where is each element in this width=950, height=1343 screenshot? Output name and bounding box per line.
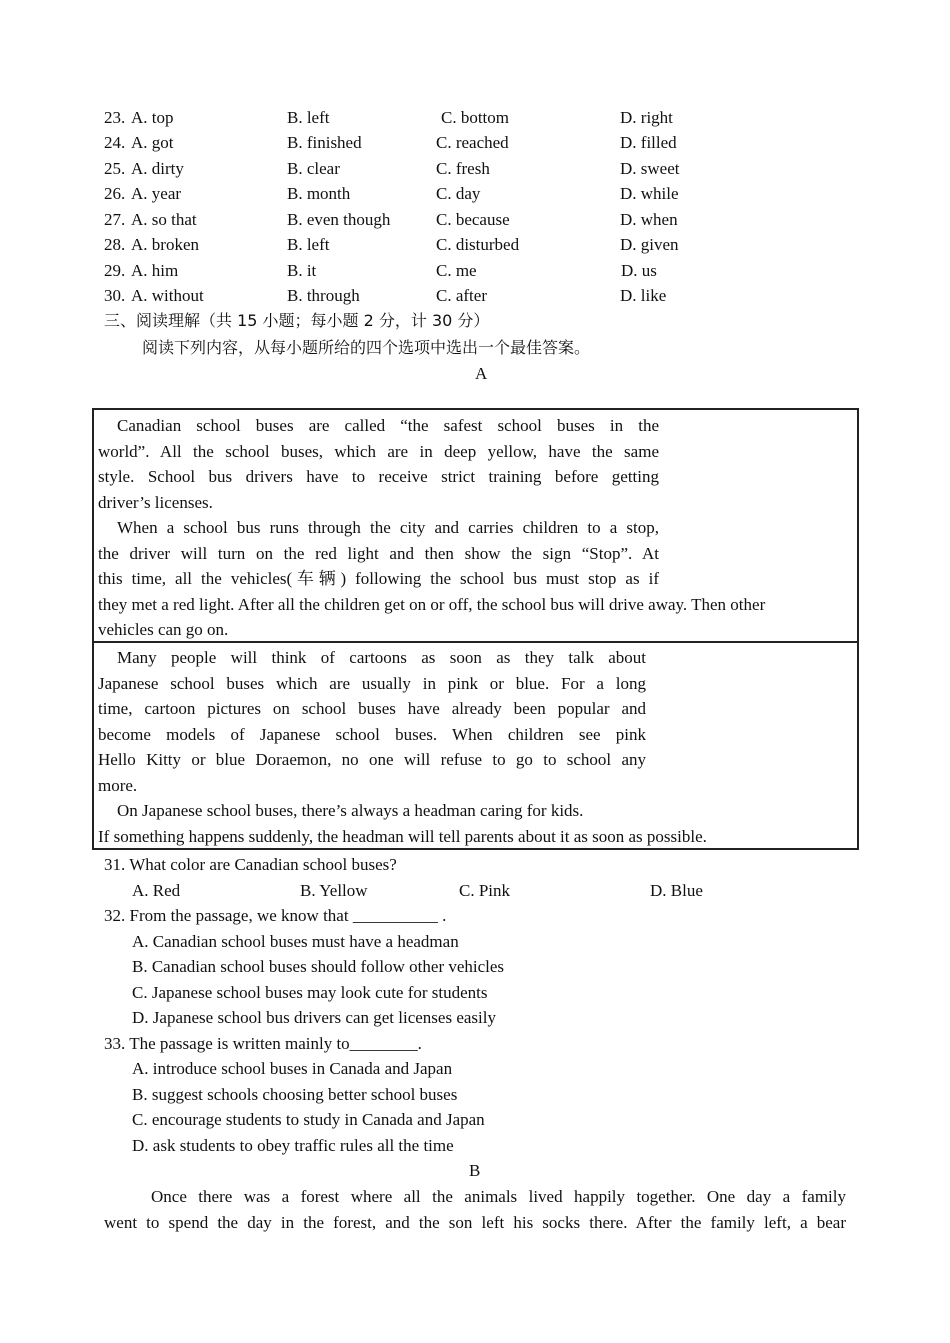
option-c: C. encourage students to study in Canada and Japan xyxy=(132,1110,485,1129)
passage-line: vehicles can go on. xyxy=(98,620,229,639)
passage-line: driver’s licenses. xyxy=(98,492,213,512)
passage-line: If something happens suddenly, the headman will tell parents about it as soon as possible. xyxy=(98,826,707,846)
option-c: C. Japanese school buses may look cute for students xyxy=(132,983,488,1002)
passage-line: this time, all the vehicles(车辆) following the school bus must stop as if xyxy=(98,569,659,588)
passage-line: went to spend the day in the forest, and the son left his socks there. After the family left, a bear xyxy=(104,1212,846,1232)
question-32-stem: 32. From the passage, we know that __________ . xyxy=(104,906,447,925)
passage-line: they met a red light. After all the children get on or off, the school bus will drive away. Then other xyxy=(98,594,766,614)
section-heading: 三、阅读理解（共 15 小题；每小题 2 分，计 30 分） xyxy=(104,311,490,330)
option-d: D. Japanese school bus drivers can get licenses easily xyxy=(132,1008,496,1027)
passage-line: time, cartoon pictures on school buses have already been popular and xyxy=(98,699,646,718)
option-a: A. Red xyxy=(132,881,181,900)
passage-line: Once there was a forest where all the animals lived happily together. One day a family xyxy=(151,1187,846,1206)
passage-line: more. xyxy=(98,775,138,795)
option-b: B. suggest schools choosing better school buses xyxy=(132,1085,458,1104)
option-b: B. Yellow xyxy=(300,881,368,900)
passage-line: Canadian school buses are called “the safest school buses in the xyxy=(117,416,659,435)
option-a: A. Canadian school buses must have a headman xyxy=(132,932,459,951)
passage-line: world”. All the school buses, which are in deep yellow, have the same xyxy=(98,441,659,461)
passage-line: Many people will think of cartoons as soon as they talk about xyxy=(117,648,646,667)
passage-line: When a school bus runs through the city and carries children to a stop, xyxy=(117,518,659,537)
japan-passage xyxy=(98,645,707,849)
question-31-stem: 31. What color are Canadian school buses? xyxy=(104,855,397,874)
question-33-stem: 33. The passage is written mainly to________. xyxy=(104,1034,422,1053)
option-c: C. Pink xyxy=(459,881,511,900)
passage-a-label: A xyxy=(475,364,488,383)
option-b: B. Canadian school buses should follow other vehicles xyxy=(132,957,505,976)
option-d: D. Blue xyxy=(650,881,703,900)
passage-b xyxy=(104,1184,846,1235)
passage-line: Japanese school buses which are usually in pink or blue. For a long xyxy=(98,673,646,693)
option-a: A. introduce school buses in Canada and Japan xyxy=(132,1059,453,1078)
passage-line: On Japanese school buses, there’s always a headman caring for kids. xyxy=(117,801,584,820)
passage-line: the driver will turn on the red light and then show the sign “Stop”. At xyxy=(98,543,659,563)
option-d: D. ask students to obey traffic rules all the time xyxy=(132,1136,454,1155)
section-instruction: 阅读下列内容，从每小题所给的四个选项中选出一个最佳答案。 xyxy=(142,338,591,357)
passage-line: style. School bus drivers have to receive strict training before getting xyxy=(98,467,659,486)
passage-b-label: B xyxy=(469,1161,481,1180)
passage-line: Hello Kitty or blue Doraemon, no one will refuse to go to school any xyxy=(98,750,646,769)
passage-line: become models of Japanese school buses. When children see pink xyxy=(98,724,646,744)
canada-passage xyxy=(98,413,766,643)
